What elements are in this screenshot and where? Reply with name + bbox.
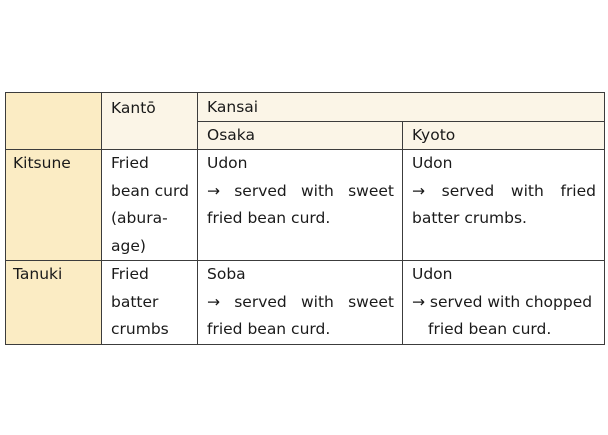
cell-line: Fried xyxy=(111,265,149,283)
cell-line: fried bean curd. xyxy=(428,320,552,338)
cell-line: Fried xyxy=(111,154,149,172)
tanuki-kyoto-cell xyxy=(403,261,605,345)
cell-line: Soba xyxy=(207,265,246,283)
table-row-kitsune xyxy=(6,150,605,261)
cell-line: → served with chopped xyxy=(412,292,593,311)
cell-line: Udon xyxy=(412,265,453,283)
noodle-comparison-table xyxy=(5,92,605,345)
cell-line: → served with sweet xyxy=(207,181,394,200)
noodle-table-wrapper xyxy=(5,92,605,345)
cell-line: age) xyxy=(111,236,146,255)
kitsune-osaka-cell xyxy=(198,150,403,261)
header-row-top xyxy=(6,93,605,122)
cell-line: crumbs xyxy=(111,320,169,338)
cell-line: bean curd xyxy=(111,181,189,200)
kitsune-kyoto-cell xyxy=(403,150,605,261)
cell-line: → served with sweet xyxy=(207,292,394,311)
cell-line: batter xyxy=(111,292,159,311)
cell-line: Udon xyxy=(207,154,248,172)
cell-line: fried bean curd. xyxy=(207,320,331,338)
header-osaka-label: Osaka xyxy=(207,126,255,144)
row-label-kitsune xyxy=(6,150,102,261)
header-kansai-label: Kansai xyxy=(207,98,259,116)
header-kanto xyxy=(102,93,198,150)
row-label-text: Tanuki xyxy=(13,265,63,283)
row-label-text: Kitsune xyxy=(13,154,71,172)
header-osaka xyxy=(198,122,403,150)
cell-line: batter crumbs. xyxy=(412,209,527,227)
cell-line: fried bean curd. xyxy=(207,209,331,227)
tanuki-osaka-cell xyxy=(198,261,403,345)
tanuki-kanto-cell xyxy=(102,261,198,345)
header-kyoto xyxy=(403,122,605,150)
header-kyoto-label: Kyoto xyxy=(412,126,456,144)
cell-line: Udon xyxy=(412,154,453,172)
kitsune-kanto-cell xyxy=(102,150,198,261)
header-kansai xyxy=(198,93,605,122)
cell-line: → served with fried xyxy=(412,181,596,200)
corner-cell xyxy=(6,93,102,150)
cell-line: (abura- xyxy=(111,209,168,227)
row-label-tanuki xyxy=(6,261,102,345)
header-kanto-label: Kantō xyxy=(111,99,156,117)
table-row-tanuki xyxy=(6,261,605,345)
